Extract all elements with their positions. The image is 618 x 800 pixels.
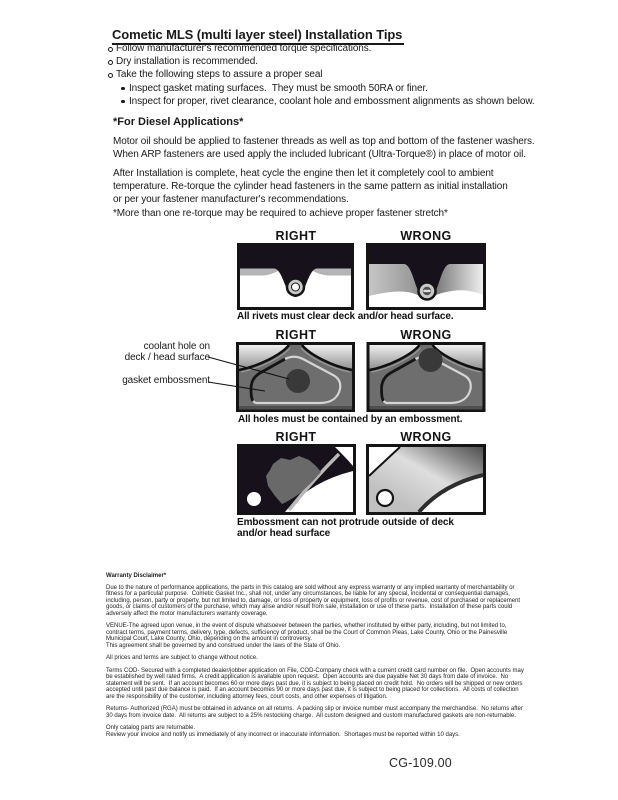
row2-right-label: RIGHT [275, 328, 317, 342]
row1-right-label: RIGHT [275, 229, 317, 243]
tips-list [108, 42, 535, 108]
tip-item [108, 55, 535, 68]
filled-bullet-icon [121, 100, 125, 104]
legal-line: be established by well rated firms. A credit application is available upon request. Open accounts are due payable Net 30 days from date of invoice. No [106, 674, 509, 680]
text-line: temperature. Re-torque the cylinder head fasteners in the same pattern as initial installation [113, 181, 508, 193]
legal-line: statement will be sent. If an account becomes 60 or more days past due, it is subject to being placed on credit hold. No orders will be shipped or new orders [106, 680, 523, 687]
tip-sub-item [121, 95, 535, 108]
legal-paragraph [106, 725, 520, 738]
caption-line: Embossment can not protrude outside of deck [237, 517, 454, 528]
legal-section [106, 573, 524, 744]
row2-wrong-label: WRONG [400, 328, 452, 342]
legal-line: Terms COD- Secured with a completed dealer/jobber application on File, COD-Company check with a current credit card number on file. Open accounts may [106, 667, 524, 674]
tip-text: Follow manufacturer's recommended torque specifications. [116, 43, 372, 54]
legal-paragraph [106, 623, 520, 649]
legal-line: are the responsibility of the customer, including attorney fees, court costs, and other expenses of litigation. [106, 693, 388, 700]
tip-sub-item [121, 82, 535, 95]
text-line: coolant hole on [143, 341, 210, 352]
text-line: deck / head surface [124, 352, 210, 363]
open-bullet-icon [108, 73, 113, 78]
legal-paragraph [106, 655, 520, 662]
pointer-lines [205, 348, 305, 396]
row3-right-label: RIGHT [275, 430, 317, 444]
diesel-note: *More than one re-torque may be required to achieve proper fastener stretch* [113, 208, 448, 219]
text-line: When ARP fasteners are used apply the included lubricant (Ultra-Torque®) in place of motor oil. [113, 149, 526, 161]
legal-paragraph [106, 667, 524, 701]
tip-text: Inspect for proper, rivet clearance, coolant hole and embossment alignments as shown below. [129, 95, 535, 107]
text-line: Motor oil should be applied to fastener threads as well as top and bottom of the fastener washers. [113, 136, 535, 147]
open-bullet-icon [108, 60, 113, 65]
coolant-hole-label [60, 341, 210, 363]
tip-item [108, 68, 535, 81]
legal-line: VENUE-The agreed upon venue, in the event of dispute whatsoever between the parties, whether instituted by either party, including, but not limited to, [106, 623, 507, 629]
page-code: CG-109.00 [389, 756, 452, 770]
legal-line: Only catalog parts are returnable. [106, 725, 196, 731]
legal-line: This agreement shall be governed by and construed under the laws of the State of Ohio. [106, 642, 341, 649]
diesel-heading: *For Diesel Applications* [113, 116, 244, 128]
tip-text: Inspect gasket mating surfaces. They must be smooth 50RA or finer. [129, 82, 428, 94]
legal-line: including, person, party or property, but not limited to, damage, or loss of property or equipment, loss of profits or revenue, cost of purchased or replacement [106, 597, 521, 604]
legal-paragraph [106, 706, 523, 719]
diesel-paragraph [113, 135, 535, 161]
rivet-wrong-diagram [366, 243, 486, 310]
tip-item [108, 42, 535, 55]
legal-heading: Warranty Disclaimer* [106, 573, 167, 579]
rivet-right-diagram [237, 243, 354, 310]
caption-line: and/or head surface [237, 527, 331, 539]
legal-line: fitness for a particular purpose. Cometic Gasket Inc., shall not, under any circumstances, be liable for any special, incidental or consequential damages, [106, 591, 510, 597]
embossment-wrong-diagram [366, 342, 486, 412]
legal-line: goods, or claims of customers of the purchase, which may arise and/or result from sale, installation or use of these parts. Installation of these parts could [106, 604, 513, 610]
legal-line: contract terms, payment terms, delivery, type, defects, sufficiency of product, shall be the Court of Common Pleas, Lake County, Ohio or the Painesville [106, 629, 508, 636]
tip-text: Dry installation is recommended. [116, 56, 258, 68]
protrude-wrong-diagram [366, 444, 486, 515]
row1-wrong-label: WRONG [400, 229, 452, 243]
tip-text: Take the following steps to assure a proper seal [116, 69, 323, 81]
legal-line: Municipal Court, Lake County, Ohio, depending on the amount in controversy. [106, 636, 312, 642]
text-line: or per your fastener manufacturer's recommendations. [113, 194, 349, 206]
legal-line: adversely affect the motor manufacturers warranty coverage. [106, 610, 268, 617]
legal-line: 30 days from invoice date. All returns are subject to a 25% restocking charge. All custom designed and custom manufactured gaskets are non-returnable. [106, 712, 516, 719]
legal-line: Due to the nature of performance applications, the parts in this catalog are sold without any express warranty or any implied warranty of merchantability or [106, 584, 515, 591]
legal-paragraph [106, 585, 520, 618]
doc-title: Cometic MLS (multi layer steel) Installation Tips [112, 27, 404, 45]
row1-caption: All rivets must clear deck and/or head surface. [237, 311, 454, 322]
legal-line: Returns- Authorized (RGA) must be obtained in advance on all returns. A packing slip or invoice number must accompany the merchandise. No returns after [106, 706, 523, 712]
text-line: After Installation is complete, heat cycle the engine then let it completely cool to ambient [113, 168, 494, 179]
filled-bullet-icon [121, 87, 125, 91]
diesel-paragraph [113, 167, 508, 207]
protrude-right-diagram [237, 444, 356, 515]
legal-line: accepted until past due balance is paid. If an account becomes 90 or more days past due, it is subject to being placed for collections. All costs of collection [106, 687, 519, 693]
legal-line: Review your invoice and notify us immediately of any incorrect or inaccurate information. Shortages must be reported within 10 days. [106, 731, 460, 738]
gasket-embossment-label: gasket embossment [122, 375, 210, 386]
open-bullet-icon [108, 47, 113, 52]
legal-line: All prices and terms are subject to change without notice. [106, 655, 258, 661]
row3-wrong-label: WRONG [400, 430, 452, 444]
row3-caption [237, 518, 454, 539]
row2-caption: All holes must be contained by an embossment. [238, 414, 463, 425]
